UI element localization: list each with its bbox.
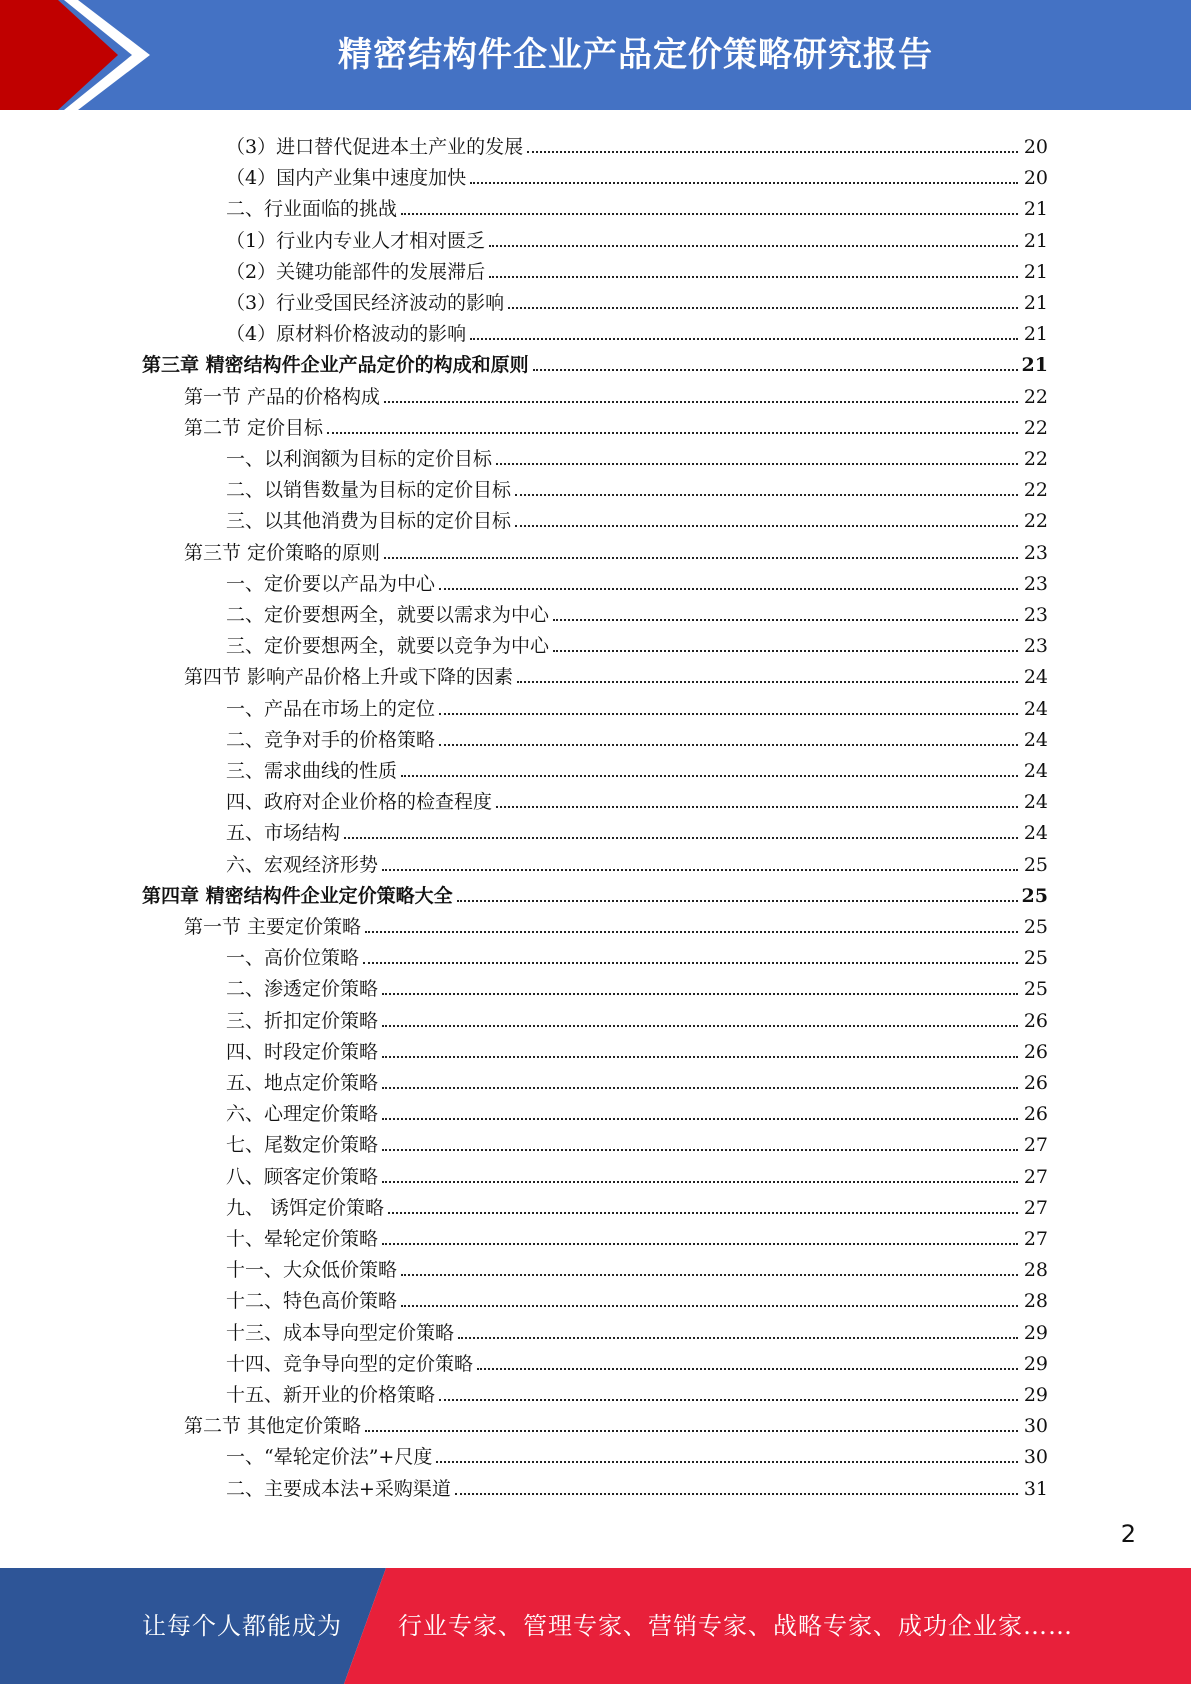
toc-entry-label: 第三章 精密结构件企业产品定价的构成和原则	[142, 354, 529, 377]
toc-entry-label: 第二节 定价目标	[184, 416, 324, 439]
toc-entry-label: （3）进口替代促进本土产业的发展	[226, 136, 524, 158]
toc-entry-page: 31	[1023, 1477, 1048, 1500]
slogan-right: 行业专家、管理专家、营销专家、战略专家、成功企业家……	[398, 1612, 1073, 1640]
toc-entry-label: 三、需求曲线的性质	[226, 760, 398, 782]
toc-entry-label: 七、尾数定价策略	[226, 1134, 379, 1157]
toc-entry-page: 21	[1023, 198, 1048, 221]
toc-entry-label: 三、折扣定价策略	[226, 1009, 379, 1032]
toc-entry-label: 三、定价要想两全，就要以竞争为中心	[226, 635, 550, 658]
toc-entry-label: 九、 诱饵定价策略	[226, 1196, 385, 1219]
toc-entry-label: 第四节 影响产品价格上升或下降的因素	[184, 666, 514, 689]
toc-entry-label: 四、政府对企业价格的检查程度	[226, 791, 493, 814]
toc-entry[interactable]	[0, 1033, 1191, 1064]
toc-entry[interactable]	[0, 284, 1191, 315]
toc-entry-label: 八、顾客定价策略	[226, 1165, 379, 1188]
toc-entry-page: 30	[1023, 1446, 1048, 1469]
toc-entry[interactable]	[0, 814, 1191, 845]
toc-entry-page: 20	[1023, 136, 1048, 158]
toc-entry[interactable]	[0, 1251, 1191, 1282]
toc-entry-page: 29	[1023, 1352, 1048, 1375]
toc-entry-page: 21	[1023, 260, 1048, 283]
toc-entry[interactable]	[0, 253, 1191, 284]
toc-entry-page: 25	[1023, 853, 1048, 876]
toc-entry-page: 27	[1023, 1134, 1048, 1157]
toc-entry-page: 24	[1023, 760, 1048, 782]
toc-entry[interactable]	[0, 190, 1191, 221]
toc-leader-dots	[436, 1461, 1018, 1463]
toc-leader-dots	[439, 744, 1018, 746]
toc-entry-label: 四、时段定价策略	[226, 1040, 379, 1063]
toc-entry[interactable]	[0, 846, 1191, 877]
toc-entry-label: 第二节 其他定价策略	[184, 1415, 362, 1438]
toc-entry-page: 23	[1023, 541, 1048, 564]
toc-entry-page: 26	[1023, 1072, 1048, 1094]
toc-entry[interactable]	[0, 565, 1191, 596]
toc-entry[interactable]	[0, 658, 1191, 689]
toc-entry-page: 24	[1023, 697, 1048, 720]
toc-entry[interactable]	[0, 440, 1191, 471]
toc-entry-page: 22	[1023, 416, 1048, 439]
toc-entry-page: 30	[1023, 1415, 1048, 1438]
toc-entry[interactable]	[0, 409, 1191, 440]
toc-entry-label: 第一节 主要定价策略	[184, 916, 362, 938]
toc-entry-page: 27	[1023, 1196, 1048, 1219]
toc-leader-dots	[382, 1118, 1018, 1120]
toc-entry-label: 十四、竞争导向型的定价策略	[226, 1352, 474, 1375]
toc-entry-label: 二、以销售数量为目标的定价目标	[226, 479, 512, 502]
toc-leader-dots	[327, 432, 1018, 434]
toc-leader-dots	[457, 900, 1018, 902]
toc-entry-page: 28	[1023, 1290, 1048, 1313]
toc-entry[interactable]	[0, 471, 1191, 502]
toc-entry-label: 二、渗透定价策略	[226, 978, 379, 1001]
toc-leader-dots	[384, 557, 1018, 559]
toc-leader-dots	[470, 338, 1018, 340]
toc-entry[interactable]	[0, 1095, 1191, 1126]
toc-entry[interactable]	[0, 908, 1191, 939]
toc-entry-page: 22	[1023, 510, 1048, 533]
slogan-left: 让每个人都能成为	[142, 1612, 342, 1640]
header-band	[0, 0, 1191, 110]
toc-entry-label: 十五、新开业的价格策略	[226, 1384, 436, 1406]
toc-entry[interactable]	[0, 1345, 1191, 1376]
toc-entry-label: 一、“晕轮定价法”+尺度	[226, 1446, 433, 1469]
toc-entry-page: 24	[1023, 791, 1048, 814]
toc-entry[interactable]	[0, 596, 1191, 627]
toc-leader-dots	[553, 619, 1018, 621]
toc-entry-label: 一、产品在市场上的定位	[226, 697, 436, 720]
toc-entry[interactable]	[0, 1002, 1191, 1033]
toc-leader-dots	[382, 1056, 1018, 1058]
toc-leader-dots	[553, 650, 1018, 652]
toc-leader-dots	[382, 1149, 1018, 1151]
toc-leader-dots	[401, 1305, 1018, 1307]
toc-leader-dots	[344, 837, 1018, 839]
toc-entry-page: 22	[1023, 448, 1048, 470]
footer-band	[0, 1568, 1191, 1684]
toc-leader-dots	[508, 307, 1018, 309]
toc-leader-dots	[439, 1399, 1018, 1401]
toc-entry-page: 27	[1023, 1165, 1048, 1188]
toc-leader-dots	[401, 1274, 1018, 1276]
toc-entry[interactable]	[0, 534, 1191, 565]
toc-leader-dots	[527, 151, 1018, 153]
toc-entry-label: 五、地点定价策略	[226, 1072, 379, 1094]
toc-leader-dots	[455, 1493, 1018, 1495]
toc-leader-dots	[517, 681, 1018, 683]
toc-entry[interactable]	[0, 502, 1191, 533]
toc-entry[interactable]	[0, 1282, 1191, 1313]
toc-entry-label: 二、竞争对手的价格策略	[226, 728, 436, 751]
toc-leader-dots	[458, 1337, 1018, 1339]
toc-entry-page: 28	[1023, 1259, 1048, 1282]
toc-entry-page: 20	[1023, 167, 1048, 190]
toc-leader-dots	[496, 806, 1018, 808]
toc-entry[interactable]	[0, 690, 1191, 721]
toc-entry[interactable]	[0, 1220, 1191, 1251]
toc-leader-dots	[515, 525, 1018, 527]
toc-entry-label: （3）行业受国民经济波动的影响	[226, 292, 505, 314]
toc-leader-dots	[388, 1212, 1018, 1214]
toc-entry-label: 一、定价要以产品为中心	[226, 572, 436, 595]
toc-entry-page: 22	[1023, 479, 1048, 502]
report-title: 精密结构件企业产品定价策略研究报告	[338, 35, 933, 75]
toc-entry-page: 26	[1023, 1009, 1048, 1032]
toc-entry-page: 24	[1023, 666, 1048, 689]
toc-leader-dots	[382, 993, 1018, 995]
toc-leader-dots	[470, 182, 1018, 184]
toc-leader-dots	[382, 1243, 1018, 1245]
toc-entry[interactable]	[0, 721, 1191, 752]
toc-leader-dots	[384, 401, 1018, 403]
toc-entry-page: 24	[1023, 728, 1048, 751]
toc-entry[interactable]	[0, 752, 1191, 783]
toc-entry-label: 十三、成本导向型定价策略	[226, 1321, 455, 1344]
toc-entry-page: 26	[1023, 1103, 1048, 1126]
toc-leader-dots	[496, 463, 1018, 465]
toc-entry-page: 23	[1023, 572, 1048, 595]
toc-entry[interactable]	[0, 939, 1191, 970]
toc-entry[interactable]	[0, 627, 1191, 658]
toc-leader-dots	[533, 369, 1018, 371]
toc-entry-label: 一、以利润额为目标的定价目标	[226, 448, 493, 470]
toc-entry-page: 29	[1023, 1321, 1048, 1344]
toc-entry-page: 25	[1023, 916, 1048, 938]
toc-entry-label: 六、宏观经济形势	[226, 853, 379, 876]
toc-entry-page: 25	[1023, 947, 1048, 970]
toc-entry[interactable]	[0, 378, 1191, 409]
toc-entry-label: 五、市场结构	[226, 822, 341, 845]
toc-leader-dots	[382, 1087, 1018, 1089]
toc-entry[interactable]	[0, 1064, 1191, 1095]
toc-leader-dots	[363, 962, 1018, 964]
toc-entry-label: 三、以其他消费为目标的定价目标	[226, 510, 512, 533]
toc-leader-dots	[439, 713, 1018, 715]
toc-leader-dots	[401, 213, 1018, 215]
toc-entry-label: 第一节 产品的价格构成	[184, 385, 381, 408]
toc-entry[interactable]	[0, 128, 1191, 159]
toc-entry[interactable]	[0, 1158, 1191, 1189]
toc-entry-label: 二、行业面临的挑战	[226, 198, 398, 221]
toc-entry-label: （4）国内产业集中速度加快	[226, 167, 467, 190]
toc-leader-dots	[382, 869, 1018, 871]
toc-entry[interactable]	[0, 1189, 1191, 1220]
toc-entry[interactable]	[0, 346, 1191, 377]
toc-entry[interactable]	[0, 970, 1191, 1001]
toc-leader-dots	[365, 931, 1018, 933]
toc-leader-dots	[382, 1025, 1018, 1027]
page-number: 2	[1120, 1520, 1136, 1548]
toc-entry-label: 十一、大众低价策略	[226, 1259, 398, 1282]
toc-leader-dots	[401, 775, 1018, 777]
toc-entry-label: 十、晕轮定价策略	[226, 1228, 379, 1250]
toc-entry[interactable]	[0, 1126, 1191, 1157]
toc-entry[interactable]	[0, 1376, 1191, 1407]
toc-entry-label: 二、主要成本法+采购渠道	[226, 1477, 451, 1500]
toc-entry-label: 第三节 定价策略的原则	[184, 541, 381, 564]
toc-entry-label: 十二、特色高价策略	[226, 1290, 398, 1313]
toc-leader-dots	[489, 245, 1018, 247]
toc-leader-dots	[382, 1181, 1018, 1183]
toc-entry-page: 23	[1023, 604, 1048, 626]
toc-entry[interactable]	[0, 1438, 1191, 1469]
toc-entry[interactable]	[0, 159, 1191, 190]
toc-entry-page: 26	[1023, 1040, 1048, 1063]
toc-entry-page: 29	[1023, 1384, 1048, 1406]
toc-entry[interactable]	[0, 315, 1191, 346]
toc-entry-page: 23	[1023, 635, 1048, 658]
toc-entry-label: （2）关键功能部件的发展滞后	[226, 260, 486, 283]
toc-entry-label: 一、高价位策略	[226, 947, 360, 970]
toc-entry[interactable]	[0, 877, 1191, 908]
toc-leader-dots	[515, 494, 1018, 496]
arrow-decoration-icon	[0, 0, 160, 110]
toc-leader-dots	[489, 276, 1018, 278]
toc-leader-dots	[477, 1368, 1018, 1370]
toc-leader-dots	[365, 1430, 1018, 1432]
toc-entry-page: 27	[1023, 1228, 1048, 1250]
toc-entry[interactable]	[0, 1314, 1191, 1345]
toc-entry-page: 21	[1023, 323, 1048, 346]
toc-entry-page: 22	[1023, 385, 1048, 408]
toc-entry[interactable]	[0, 1470, 1191, 1501]
toc-entry-page: 24	[1023, 822, 1048, 845]
toc-entry-page: 25	[1023, 978, 1048, 1001]
toc-entry-label: 第四章 精密结构件企业定价策略大全	[142, 884, 453, 907]
toc-entry[interactable]	[0, 783, 1191, 814]
toc-entry-page: 21	[1023, 229, 1048, 252]
toc-entry-page: 25	[1021, 884, 1048, 907]
toc-entry-label: （4）原材料价格波动的影响	[226, 323, 467, 346]
toc-entry-label: 六、心理定价策略	[226, 1103, 379, 1126]
toc-entry-label: 二、定价要想两全，就要以需求为中心	[226, 604, 550, 626]
toc-entry[interactable]	[0, 222, 1191, 253]
toc-entry-page: 21	[1021, 354, 1048, 377]
toc-entry-label: （1）行业内专业人才相对匮乏	[226, 229, 486, 252]
toc-leader-dots	[439, 588, 1018, 590]
toc-entry-page: 21	[1023, 292, 1048, 314]
toc-entry[interactable]	[0, 1407, 1191, 1438]
